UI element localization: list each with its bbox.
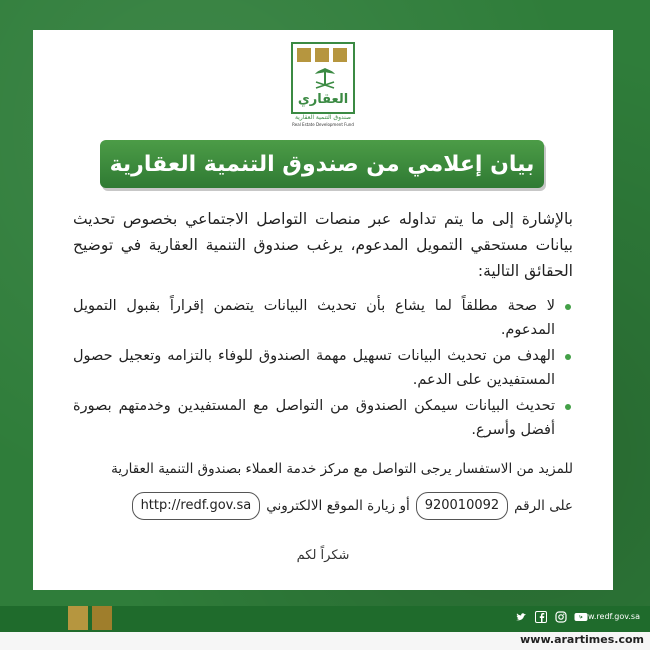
palm-swords-icon [311, 64, 339, 92]
contact-text: للمزيد من الاستفسار يرجى التواصل مع مركز خدمة العملاء بصندوق التنمية العقارية [111, 461, 573, 477]
list-item-text: لا صحة مطلقاً لما يشاع بأن تحديث البيانات يتضمن إقراراً بقبول التمويل المدعوم. [73, 298, 555, 338]
footer-url[interactable]: www.redf.gov.sa [574, 612, 640, 621]
bullet-dot [565, 354, 571, 360]
twitter-icon[interactable] [514, 611, 528, 625]
list-item-text: تحديث البيانات سيمكن الصندوق من التواصل مع المستفيدين وخدمتهم بصورة أفضل وأسرع. [73, 398, 555, 438]
logo-english-subtitle: Real Estate Development Fund [292, 122, 354, 127]
list-item [73, 394, 573, 442]
list-item-text: الهدف من تحديث البيانات تسهيل مهمة الصندوق للوفاء بالتزامه وتعجيل حصول المستفيدين على الدعم. [73, 348, 555, 388]
footer-gold-square [92, 606, 112, 630]
redf-logo [291, 42, 355, 130]
title-banner [100, 140, 544, 188]
bullet-dot [565, 304, 571, 310]
instagram-icon[interactable] [554, 611, 568, 625]
phone-number[interactable]: 920010092 [416, 492, 508, 520]
logo-arabic-name: العقاري [297, 92, 349, 107]
statement-card [33, 30, 613, 590]
facts-list [73, 294, 573, 442]
thanks-text: شكراً لكم [296, 548, 350, 563]
list-item [73, 294, 573, 342]
logo-gold-square [333, 48, 347, 62]
website-link[interactable]: http://redf.gov.sa [132, 492, 261, 520]
logo-gold-square [297, 48, 311, 62]
contact-section [73, 458, 573, 520]
website-prefix: أو زيارة الموقع الالكتروني [266, 498, 410, 514]
contact-details [73, 492, 573, 520]
logo-arabic-subtitle: صندوق التنمية العقارية [294, 114, 352, 121]
bullet-dot [565, 404, 571, 410]
page-title: بيان إعلامي من صندوق التنمية العقارية [109, 151, 535, 177]
facebook-icon[interactable] [534, 611, 548, 625]
number-prefix: على الرقم [514, 498, 573, 514]
list-item [73, 344, 573, 392]
watermark: www.arartimes.com [520, 633, 644, 646]
footer-gold-square [68, 606, 88, 630]
logo-gold-square [315, 48, 329, 62]
intro-paragraph: بالإشارة إلى ما يتم تداوله عبر منصات التواصل الاجتماعي بخصوص تحديث بيانات مستحقي التمويل المدعوم، يرغب صندوق التنمية العقارية في توضيح الحقائق التالية: [73, 210, 573, 280]
statement-body [73, 206, 573, 444]
